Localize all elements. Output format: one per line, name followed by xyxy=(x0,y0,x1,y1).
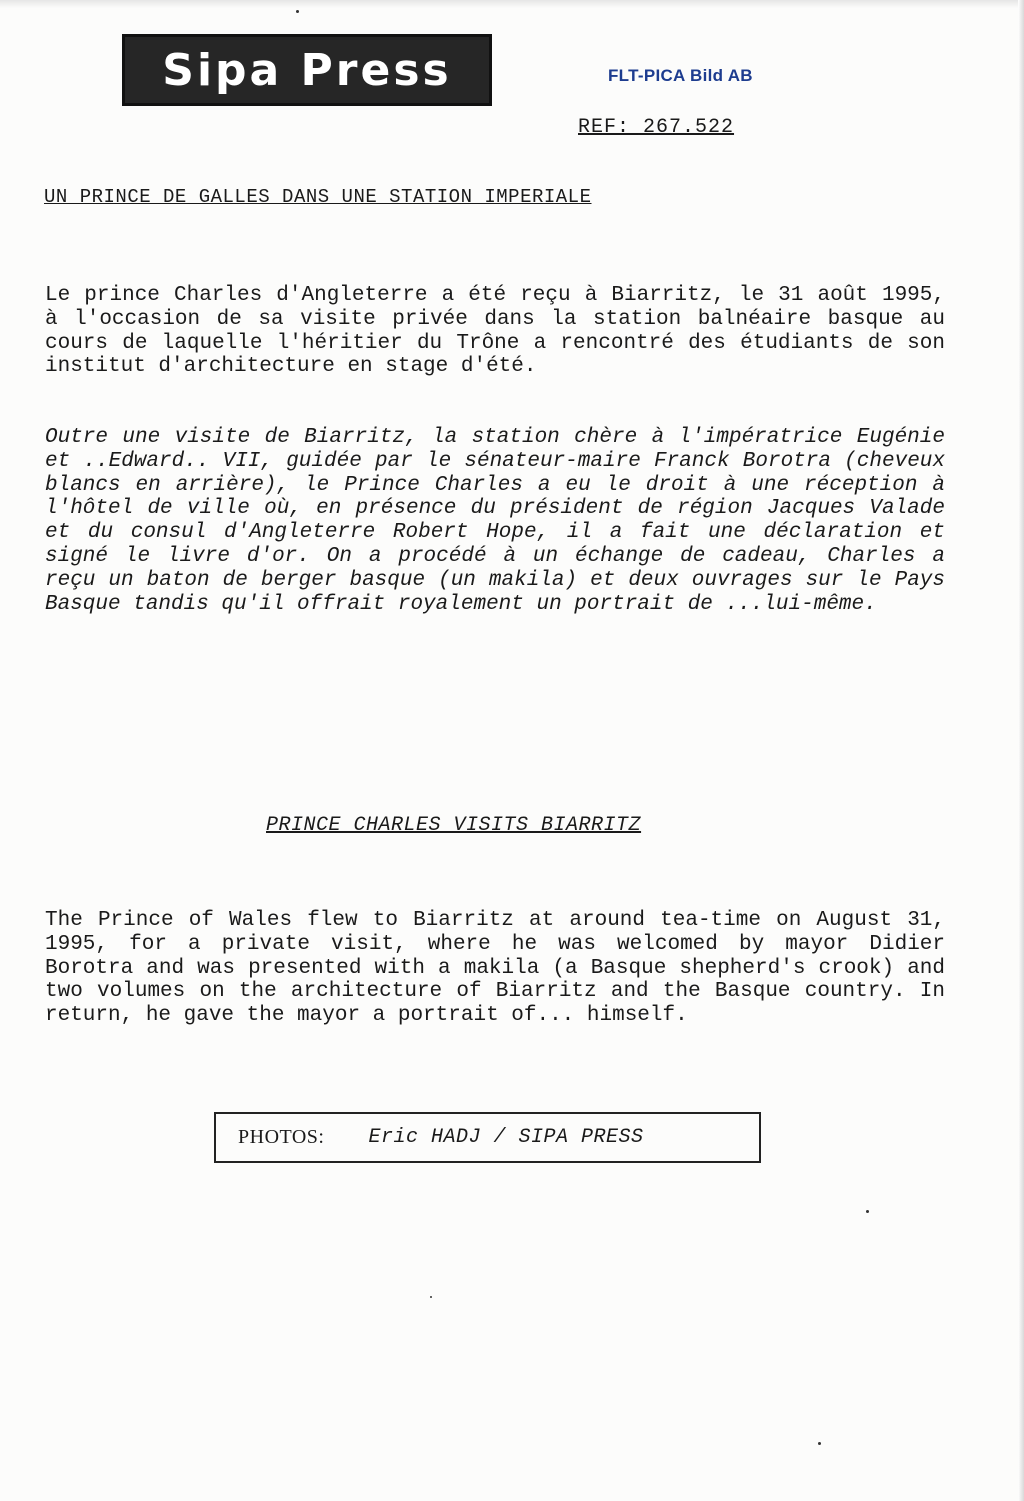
french-italic-paragraph: Outre une visite de Biarritz, la station chère à l'impératrice Eugénie et ..Edward.. VII, guidée par le sénateur-maire Franck Borotra (cheveux blancs en arrière), le Prince Charles a eu le droit à une réception à l'hôtel de ville où, en présence du président de région Jacques Valade et du consul d'Angleterre Robert Hope, il a fait une déclaration et signé le livre d'or. On a procédé à un échange de cadeau, Charles a reçu un baton de berger basque (un makila) et deux ouvrages sur le Pays Basque tandis qu'il offrait royalement un portrait de ...lui-même. xyxy=(45,426,945,616)
reference-number: REF: 267.522 xyxy=(578,116,735,139)
photo-credit-text: Eric HADJ / SIPA PRESS xyxy=(368,1126,644,1149)
french-headline: UN PRINCE DE GALLES DANS UNE STATION IMPERIALE xyxy=(44,186,592,208)
paper-speck xyxy=(818,1442,821,1445)
paper-speck xyxy=(296,10,299,13)
photo-credit-label: PHOTOS: xyxy=(238,1126,325,1148)
photo-credit-box xyxy=(214,1112,761,1163)
sipa-press-logo xyxy=(122,34,492,106)
french-paragraph: Le prince Charles d'Angleterre a été reçu à Biarritz, le 31 août 1995, à l'occasion de sa visite privée dans la station balnéaire basque au cours de laquelle l'héritier du Trône a rencontré des étudiants de son institut d'architecture en stage d'été. xyxy=(45,284,945,379)
paper-speck xyxy=(866,1210,869,1213)
paper-edge-top xyxy=(0,0,1024,8)
english-paragraph: The Prince of Wales flew to Biarritz at around tea-time on August 31, 1995, for a private visit, where he was welcomed by mayor Didier Borotra and was presented with a makila (a Basque shepherd's crook) and two volumes on the architecture of Biarritz and the Basque country. In return, he gave the mayor a portrait of... himself. xyxy=(45,909,945,1028)
english-headline: PRINCE CHARLES VISITS BIARRITZ xyxy=(266,814,642,837)
paper-edge-right xyxy=(1018,0,1024,1501)
agency-code-stamp: FLT-PICA Bild AB xyxy=(608,66,753,85)
paper-speck xyxy=(430,1296,432,1298)
logo-text: Sipa Press xyxy=(162,44,452,96)
